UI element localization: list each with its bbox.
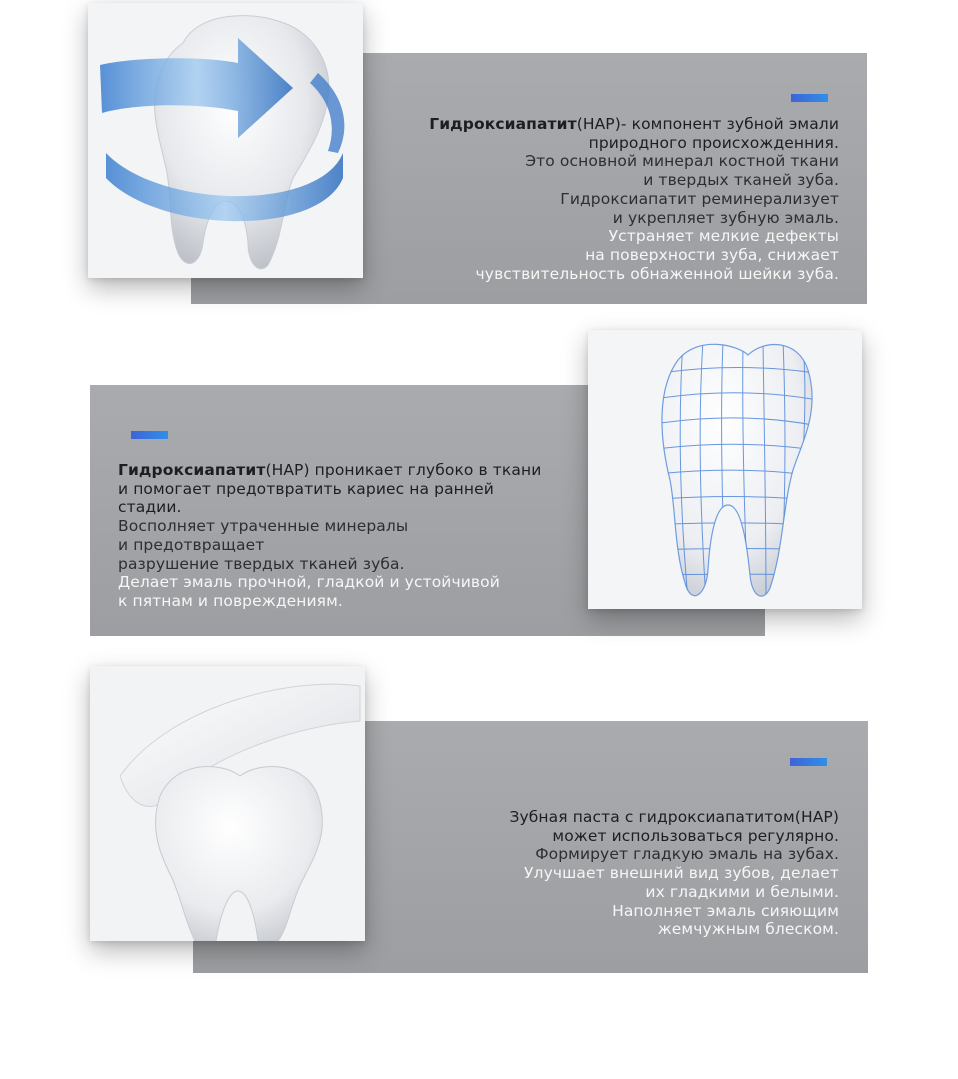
section-2-line-3: стадии. xyxy=(118,498,182,517)
section-3-text xyxy=(509,808,839,939)
tooth-with-toothpaste-icon xyxy=(90,666,365,941)
section-1-line-4: и твердых тканей зуба. xyxy=(643,171,839,190)
section-1-line-7: Устраняет мелкие дефекты xyxy=(608,227,839,246)
section-2-line-4: Восполняет утраченные минералы xyxy=(118,517,409,536)
section-2-line-6: разрушение твердых тканей зуба. xyxy=(118,554,405,573)
tooth-wireframe-grid-icon xyxy=(588,330,862,609)
accent-bar-2 xyxy=(131,431,168,439)
section-1-line-1-text: (HAP)- компонент зубной эмали xyxy=(576,115,839,133)
section-1-line-6: и укрепляет зубную эмаль. xyxy=(612,208,839,227)
photo-3 xyxy=(90,666,365,941)
section-2-line-2: и помогает предотвратить кариес на ранней xyxy=(118,479,494,498)
section-3-line-1: Зубная паста с гидроксиапатитом(HAP) xyxy=(509,808,839,826)
section-2-line-5: и предотвращает xyxy=(118,535,265,554)
section-3-line-4: Улучшает внешний вид зубов, делает xyxy=(524,864,839,883)
section-1-line-3: Это основной минерал костной ткани xyxy=(525,152,839,171)
section-2-line-8: к пятнам и повреждениям. xyxy=(118,591,343,610)
section-1-line-5: Гидроксиапатит реминерализует xyxy=(560,189,839,208)
section-1-line-2: природного происхожденния. xyxy=(588,133,839,152)
section-1-text xyxy=(429,115,839,283)
hap-term-bold: Гидроксиапатит xyxy=(118,461,266,479)
section-3-line-5: их гладкими и белыми. xyxy=(645,882,839,901)
accent-bar-3 xyxy=(790,758,827,766)
hap-term-bold: Гидроксиапатит xyxy=(429,115,577,133)
section-3-line-7: жемчужным блеском. xyxy=(657,920,839,939)
section-2-line-1-text: (HAP) проникает глубоко в ткани xyxy=(265,461,542,479)
photo-1 xyxy=(88,3,363,278)
section-1-line-1 xyxy=(429,115,839,134)
tooth-with-blue-arrow-icon xyxy=(88,3,363,278)
section-1-line-9: чувствительность обнаженной шейки зуба. xyxy=(475,264,839,283)
section-2-line-1 xyxy=(118,461,541,480)
section-3-line-2: может использоваться регулярно. xyxy=(552,826,839,845)
accent-bar-1 xyxy=(791,94,828,102)
section-2-text xyxy=(118,461,541,611)
section-3-line-6: Наполняет эмаль сияющим xyxy=(612,901,839,920)
section-3-line-3: Формирует гладкую эмаль на зубах. xyxy=(535,845,839,864)
section-1-line-8: на поверхности зуба, снижает xyxy=(585,245,839,264)
section-2-line-7: Делает эмаль прочной, гладкой и устойчивой xyxy=(118,573,500,592)
photo-2 xyxy=(588,330,862,609)
